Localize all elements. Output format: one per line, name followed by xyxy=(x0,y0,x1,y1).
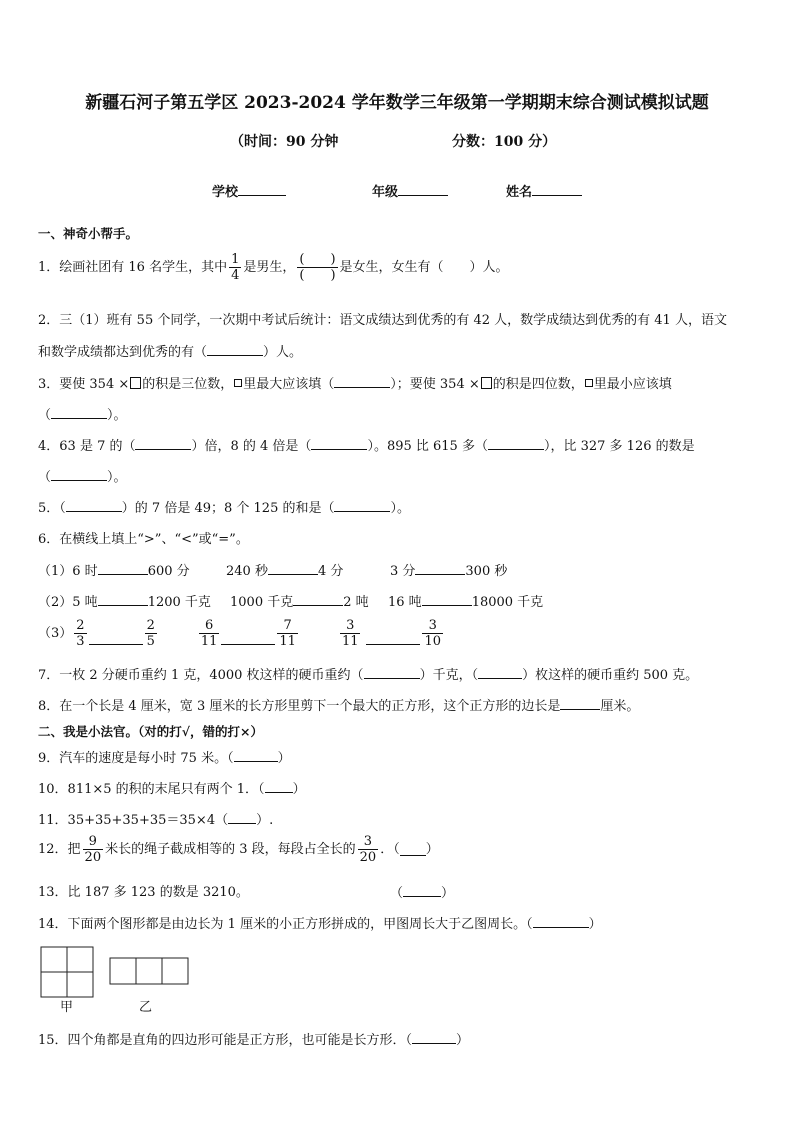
q3-answer-blank-1[interactable] xyxy=(334,375,390,388)
question-4-line2 xyxy=(38,468,127,487)
q6-r2-blank-c[interactable] xyxy=(422,593,472,606)
question-13-answer xyxy=(390,884,454,903)
section-1-title: 一、神奇小帮手。 xyxy=(38,226,139,241)
q6-frac-2-num: 2 xyxy=(146,618,155,633)
q6-r2-c2: 18000 千克 xyxy=(471,595,544,610)
q3-text-f: 里最小应该填 xyxy=(593,377,672,392)
q1-fraction xyxy=(229,252,241,283)
q14-end: ） xyxy=(588,917,602,932)
q5-answer-blank-2[interactable] xyxy=(334,499,390,512)
box-icon xyxy=(481,377,492,389)
name-label: 姓名 xyxy=(506,185,533,200)
q6-r3-blank-b[interactable] xyxy=(221,632,275,645)
q6-frac-5 xyxy=(340,618,361,649)
q8-answer-blank[interactable] xyxy=(560,697,600,710)
question-2-line1: 2．三（1）班有 55 个同学，一次期中考试后统计：语文成绩达到优秀的有 42 人，数学成绩达到优秀的有 41 人，语文 xyxy=(38,313,727,328)
q4-answer-blank-3[interactable] xyxy=(488,437,544,450)
q6-r3-blank-a[interactable] xyxy=(89,632,143,645)
q6-frac-5-den: 11 xyxy=(341,634,359,649)
question-13: 13．比 187 多 123 的数是 3210。 xyxy=(38,885,249,900)
question-4-line1 xyxy=(38,437,695,456)
q1-text-c: 是女生，女生有（ ）人。 xyxy=(339,259,509,275)
q15-answer-blank[interactable] xyxy=(412,1031,456,1044)
question-7 xyxy=(38,666,698,685)
q1-text-a: 1．绘画社团有 16 名学生，其中 xyxy=(38,259,228,275)
q4-text-b: ）倍，8 的 4 倍是（ xyxy=(191,439,312,454)
q7-text-b: ）千克，（ xyxy=(419,668,479,683)
name-field[interactable] xyxy=(506,181,582,200)
question-10 xyxy=(38,780,306,799)
q6-frac-1-num: 2 xyxy=(76,618,85,633)
q6-frac-5-num: 3 xyxy=(340,618,361,634)
q14-answer-blank[interactable] xyxy=(533,915,589,928)
q12-text-a: 12．把 xyxy=(38,841,81,857)
q12-frac-1-den: 20 xyxy=(84,850,102,865)
box-icon xyxy=(130,377,141,389)
q6-frac-2-den: 5 xyxy=(146,634,155,649)
q6-row-2c xyxy=(388,593,543,612)
q6-frac-1-den: 3 xyxy=(76,634,85,649)
q6-row1-label: （1） xyxy=(38,564,73,579)
q9-answer-blank[interactable] xyxy=(234,749,278,762)
q4-answer-blank-2[interactable] xyxy=(311,437,367,450)
q4-text-a: 4．63 是 7 的（ xyxy=(38,439,136,454)
figure-yi-label: 乙 xyxy=(139,1000,153,1015)
page-title: 新疆石河子第五学区 2023-2024 学年数学三年级第一学期期末综合测试模拟试题 xyxy=(85,93,709,113)
figure-jia xyxy=(41,947,93,997)
small-box-icon xyxy=(234,379,242,387)
q12-frac-2-den: 20 xyxy=(359,850,377,865)
q3-line2-b: ）。 xyxy=(107,408,127,423)
q6-r1-blank-b[interactable] xyxy=(268,562,318,575)
q3-line2-a: （ xyxy=(38,408,52,423)
q8-text-b: 厘米。 xyxy=(600,699,640,714)
q6-row-2b xyxy=(230,593,369,612)
q4-text-c: ）。895 比 615 多（ xyxy=(367,439,488,454)
q12-text-c: ．（ xyxy=(380,841,400,857)
q1-frac-den: 4 xyxy=(231,268,240,283)
q1-blank-num: ( ) xyxy=(299,252,336,267)
q6-row-1b xyxy=(226,562,343,581)
q6-r3-blank-c[interactable] xyxy=(366,632,420,645)
q6-row-1 xyxy=(38,562,190,581)
q1-blank-fraction[interactable] xyxy=(297,252,337,283)
question-3-line2 xyxy=(38,406,127,425)
q3-text-e: 的积是四位数， xyxy=(492,377,584,392)
q6-r2-a2: 1200 千克 xyxy=(147,595,211,610)
q8-text-a: 8．在一个长是 4 厘米，宽 3 厘米的长方形里剪下一个最大的正方形，这个正方形的边长是 xyxy=(38,699,561,714)
small-box-icon xyxy=(585,379,593,387)
q12-text-b: 米长的绳子截成相等的 3 段，每段占全长的 xyxy=(105,841,356,857)
question-12 xyxy=(38,834,439,865)
grade-label: 年级 xyxy=(372,185,399,200)
q12-frac-2 xyxy=(358,834,379,865)
q6-r1-blank-a[interactable] xyxy=(98,562,148,575)
q6-r1-blank-c[interactable] xyxy=(415,562,465,575)
q2-answer-blank[interactable] xyxy=(207,343,263,356)
q12-end: ） xyxy=(425,841,439,857)
question-8 xyxy=(38,697,639,716)
q6-frac-4-den: 11 xyxy=(279,634,296,649)
q12-answer-blank[interactable] xyxy=(400,843,426,856)
q6-r1-b1: 240 秒 xyxy=(226,564,268,579)
q6-r2-c1: 16 吨 xyxy=(388,595,422,610)
q4-line2-b: ）。 xyxy=(107,470,127,485)
school-label: 学校 xyxy=(212,185,239,200)
q5-text-c: ）。 xyxy=(390,501,410,516)
figure-jia-label: 甲 xyxy=(60,1000,74,1015)
exam-score: 分数：100 分） xyxy=(452,134,557,150)
q6-row-1c xyxy=(390,562,507,581)
question-1 xyxy=(38,252,509,283)
q6-r2-b2: 2 吨 xyxy=(343,595,369,610)
q6-frac-4 xyxy=(277,618,298,649)
q3-text-b: 的积是三位数， xyxy=(142,377,234,392)
q6-frac-2 xyxy=(145,618,157,649)
q10-text: 10．811×5 的积的末尾只有两个 1．（ xyxy=(38,782,265,797)
q12-frac-1 xyxy=(83,834,104,865)
q6-frac-1 xyxy=(74,618,86,649)
q5-text-a: 5．（ xyxy=(38,501,66,516)
school-field[interactable] xyxy=(212,181,286,200)
q9-text: 9．汽车的速度是每小时 75 米。（ xyxy=(38,751,234,766)
q15-end: ） xyxy=(456,1033,470,1048)
q12-frac-1-num: 9 xyxy=(83,834,104,850)
q11-answer-blank[interactable] xyxy=(228,811,256,824)
q2-text-b: ）人。 xyxy=(263,345,303,360)
q6-frac-3-num: 6 xyxy=(199,618,220,634)
q6-row2-label: （2） xyxy=(38,595,73,610)
q6-frac-3-den: 11 xyxy=(200,634,218,649)
question-15 xyxy=(38,1031,469,1050)
grade-field[interactable] xyxy=(372,181,448,200)
q6-r1-a1: 6 时 xyxy=(72,564,98,579)
q4-answer-blank-4[interactable] xyxy=(51,468,107,481)
question-5 xyxy=(38,499,410,518)
q6-r2-blank-a[interactable] xyxy=(98,593,148,606)
q10-end: ） xyxy=(292,782,306,797)
q7-text-a: 7．一枚 2 分硬币重约 1 克，4000 枚这样的硬币重约（ xyxy=(38,668,364,683)
q7-answer-blank-1[interactable] xyxy=(364,666,420,679)
question-14 xyxy=(38,915,602,934)
q6-r1-b2: 4 分 xyxy=(317,564,344,579)
q13-end: ） xyxy=(441,886,455,901)
q7-text-c: ）枚这样的硬币重约 500 克。 xyxy=(522,668,699,683)
q6-frac-6 xyxy=(422,618,443,649)
q6-r2-blank-b[interactable] xyxy=(293,593,343,606)
q6-r1-a2: 600 分 xyxy=(147,564,190,579)
q1-frac-num: 1 xyxy=(231,252,240,267)
q6-r2-b1: 1000 千克 xyxy=(230,595,294,610)
exam-time: （时间：90 分钟 xyxy=(230,134,339,150)
q15-text: 15．四个角都是直角的四边形可能是正方形，也可能是长方形．（ xyxy=(38,1033,413,1048)
q3-answer-blank-2[interactable] xyxy=(51,406,107,419)
q4-line2-a: （ xyxy=(38,470,52,485)
section-2-title: 二、我是小法官。（对的打√，错的打×） xyxy=(38,724,263,739)
q14-text: 14．下面两个图形都是由边长为 1 厘米的小正方形拼成的，甲图周长大于乙图周长。（ xyxy=(38,917,533,932)
q9-end: ） xyxy=(277,751,291,766)
q5-answer-blank-1[interactable] xyxy=(66,499,122,512)
q12-frac-2-num: 3 xyxy=(358,834,379,850)
q13-answer-blank[interactable] xyxy=(403,884,441,897)
question-11 xyxy=(38,811,273,830)
figure-yi xyxy=(110,958,188,984)
q4-answer-blank-1[interactable] xyxy=(135,437,191,450)
q6-frac-6-den: 10 xyxy=(424,634,442,649)
q2-text-a: 和数学成绩都达到优秀的有（ xyxy=(38,345,208,360)
q6-row-2 xyxy=(38,593,211,612)
q3-text-c: 里最大应该填（ xyxy=(243,377,335,392)
q6-r1-c1: 3 分 xyxy=(390,564,416,579)
q6-r1-c2: 300 秒 xyxy=(465,564,508,579)
q6-row-3 xyxy=(38,618,445,649)
q6-frac-4-num: 7 xyxy=(277,618,298,634)
q13-open: （ xyxy=(390,886,404,901)
question-9 xyxy=(38,749,291,768)
q6-frac-3 xyxy=(199,618,220,649)
q6-r2-a1: 5 吨 xyxy=(72,595,98,610)
q1-text-b: 是男生， xyxy=(243,259,296,275)
q3-text-a: 3．要使 354 × xyxy=(38,377,130,392)
q11-text: 11．35+35+35+35＝35×4（ xyxy=(38,813,229,828)
q3-text-d: ）；要使 354 × xyxy=(390,377,480,392)
q4-text-d: ），比 327 多 126 的数是 xyxy=(543,439,695,454)
q10-answer-blank[interactable] xyxy=(265,780,293,793)
q11-end: ）. xyxy=(256,813,274,828)
q6-frac-6-num: 3 xyxy=(422,618,443,634)
q5-text-b: ）的 7 倍是 49；8 个 125 的和是（ xyxy=(121,501,335,516)
q7-answer-blank-2[interactable] xyxy=(478,666,522,679)
q6-row3-label: （3） xyxy=(38,625,73,641)
question-6-title: 6．在横线上填上“>”、“<”或“=”。 xyxy=(38,532,249,547)
question-3-line1 xyxy=(38,375,672,394)
q1-blank-den: ( ) xyxy=(299,268,336,283)
question-2-line2 xyxy=(38,343,302,362)
